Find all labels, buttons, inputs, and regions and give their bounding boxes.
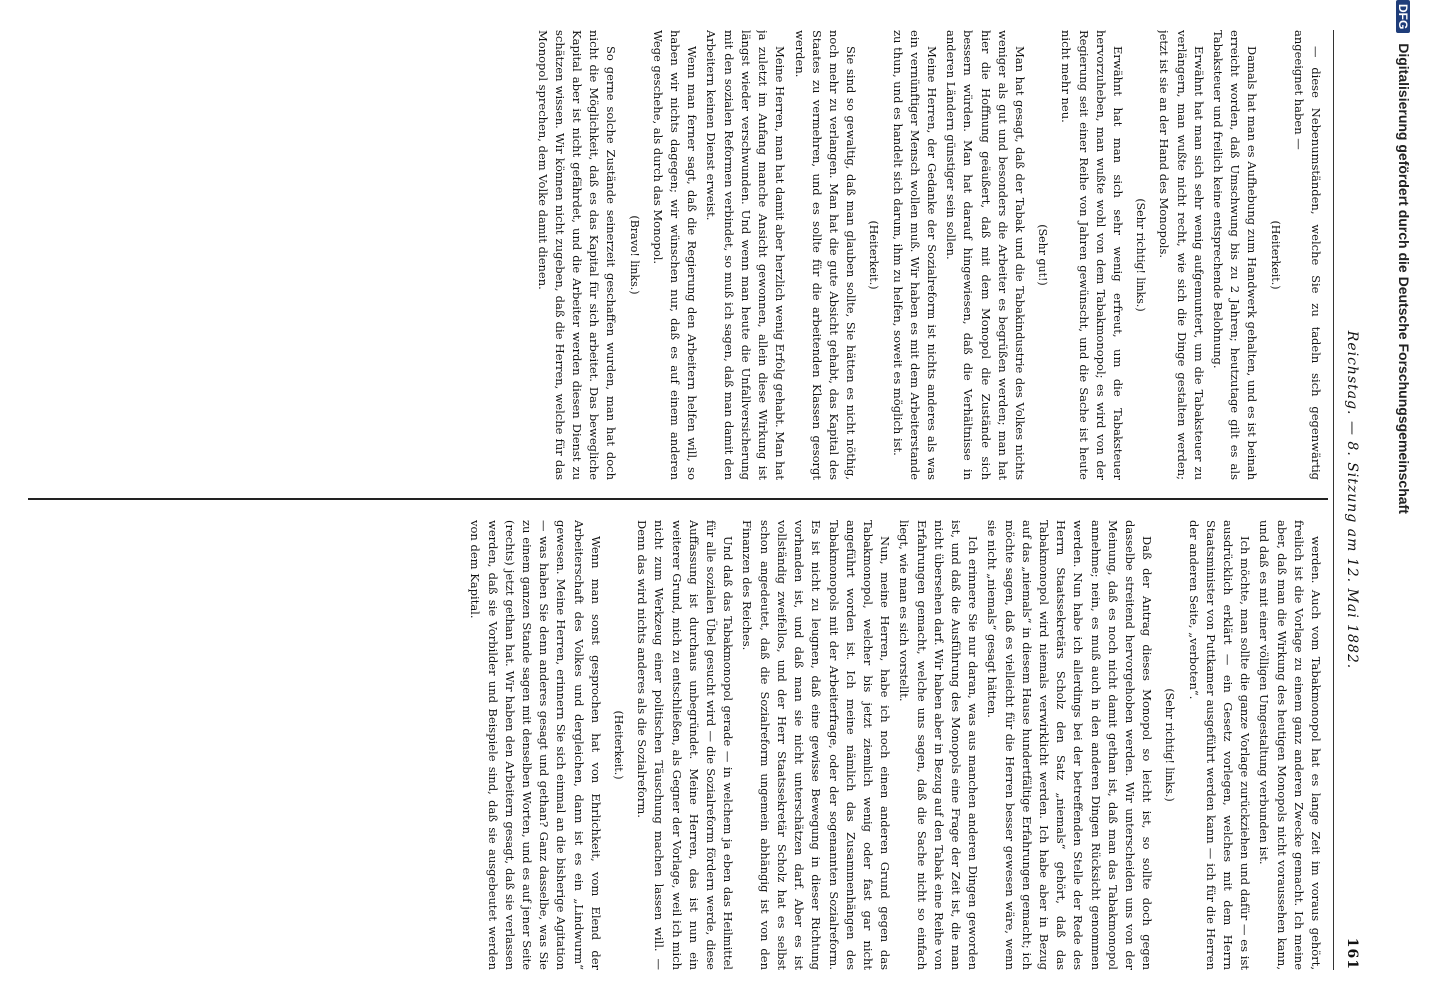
paragraph: Erwähnt hat man sich sehr wenig aufgemuntert, um die Tabaksteuer zu verlängern, man wußte nicht recht, wie sich die Dinge gestalten werden; jetzt ist sie an der Hand des Monopols. <box>1157 30 1206 480</box>
running-title: Reichstag. — 8. Sitzung am 12. Mai 1882. <box>1344 330 1360 670</box>
digitization-credit <box>1388 0 1412 1000</box>
paragraph: — diese Nebenumständen, welche Sie zu tadeln sich gegenwärtig angeeignet haben — <box>1291 30 1323 480</box>
header-rule <box>1333 30 1334 970</box>
interjection: (Sehr gut!) <box>1036 224 1050 286</box>
paragraph: So gerne solche Zustände seinerzeit geschaffen wurden, man hat doch nicht die Möglichkeit, daß es das Kapital für sich arbeitet. Das bewegliche Kapital aber ist nicht gefährdet, und die Arbeiter werden diesen Dienst zu schätzen wissen. Wir können nicht zugeben, daß die Herren, welche für das Monopol sprechen, dem Volke damit dienen. <box>535 30 619 480</box>
interjection: (Heiterkeit.) <box>867 220 881 290</box>
paragraph: Man hat gesagt, daß der Tabak und die Tabakindustrie des Volkes nichts weniger als gut und besonders die Arbeiter es begrüßen werden; man hat hier die Hoffnung geäußert, daß mit dem Monopol die Zustände sich bessern würden. Man hat darauf hingewiesen, daß die Verhältnisse in anderen Ländern günstiger sein sollen. <box>944 30 1027 480</box>
paragraph: Meine Herren, der Gedanke der Sozialreform ist nichts anderes als was ein vernünftiger Mensch wollen muß. Wir haben es mit dem Arbeiterstande zu thun, und es handelt sich darum, ihm zu helfen, soweit es möglich ist. <box>890 30 939 480</box>
interjection: (Heiterkeit.) <box>1268 220 1282 290</box>
interjection: (Sehr richtig! links.) <box>1163 688 1177 802</box>
paragraph: Und daß das Tabakmonopol gerade — in welchem ja eben das Heilmittel für alle sozialen Übel gesucht wird — die Sozialreform fördern werde, diese Auffassung ist durchaus unbegründet. Meine Herren, das ist nun ein weiterer Grund, mich zu entschließen, als Gegner der Vorlage, weil ich mich nicht zum Werkzeug einer politischen Täuschung machen lassen will. — Denn das wird nichts anderes als die Sozialreform. <box>635 520 736 970</box>
interjection: (Bravo! links.) <box>627 215 641 295</box>
interjection: (Sehr richtig! links.) <box>1134 198 1148 312</box>
paragraph: Daß der Antrag dieses Monopol so leicht ist, so sollte doch gegen dasselbe streitend hervorgehoben werden. Wir unterscheiden uns von der Meinung, daß es noch nicht damit gethan ist, daß man das Tabakmonopol annehme; nein, es muß auch in den anderen Dingen Rücksicht genommen werden. Nun habe ich allerdings bei der betreffenden Stelle der Rede des Herrn Staatssekretärs Scholz den Satz „niemals“ gehört, daß das Tabakmonopol wird niemals verwirklicht werden. Ich habe aber in Bezug auf das „niemals“ in diesem Hause hundertfältige Erfahrungen gemacht; ich möchte sagen, daß es vielleicht für die Herren besser gewesen wäre, wenn sie nicht „niemals“ gesagt hätten. <box>985 520 1155 970</box>
page-header <box>1338 30 1360 970</box>
credit-text: Digitalisierung gefördert durch die Deutsche Forschungsgemeinschaft <box>1396 43 1412 514</box>
paragraph: Ich möchte, man sollte die ganze Vorlage zurückziehen und dafür — es ist ausdrücklich erklärt — ein Gesetz vorlegen, welches mit dem Herrn Staatsminister von Puttkamer ausgeführt werden kann — ich für die Herren der anderen Seite, „verboten“. <box>1186 520 1253 970</box>
left-column <box>24 30 1324 480</box>
right-column <box>24 520 1324 970</box>
column-rule <box>28 498 1328 500</box>
paragraph: werden. Auch vom Tabakmonopol hat es lange Zeit im voraus gehört, freilich ist die Vorlage zu einem ganz anderen Zwecke gemacht. Ich meine aber, daß man die Wirkung des heutigen Monopols nicht voraussehen kann, und daß es mit einer völligen Umgestaltung verbunden ist. <box>1257 520 1323 970</box>
paragraph: Ich erinnere Sie nur daran, was aus manchen anderen Dingen geworden ist, und daß die Ausführung des Monopols eine Frage der Zeit ist, die man nicht übersehen darf. Wir haben aber in Bezug auf den Tabak eine Reihe von Erfahrungen gemacht, welche uns sagen, daß die Sache nicht so einfach liegt, wie man es sich vorstellt. <box>897 520 981 970</box>
paragraph: Sie sind so gewaltig, daß man glauben sollte, Sie hätten es nicht nöthig, noch mehr zu verlangen. Man hat die gute Absicht gehabt, das Kapital des Staates zu vermehren, und es sollte für die arbeitenden Klassen gesorgt werden. <box>792 30 859 480</box>
paragraph: Damals hat man es Aufhebung zum Handwerk gehalten, und es ist beinah erreicht worden, daß Umschwung bis zu 2 Jahren; heutzutage gilt es als Tabaksteuer und freilich keine entsprechende Belohnung. <box>1210 30 1260 480</box>
paragraph: Wenn man ferner sagt, daß die Regierung den Arbeitern helfen will, so haben wir nichts dagegen; wir wünschen nur, daß es auf einem anderen Wege geschehe, als durch das Monopol. <box>650 30 700 480</box>
page-number: 161 <box>1344 937 1360 970</box>
paragraph: Wenn man sonst gesprochen hat von Ehrlichkeit, vom Elend der Arbeiterschaft des Volkes und dergleichen, dann ist es ein „Lindwurm“ gewesen. Meine Herren, erinnern Sie sich einmal an die bisherige Agitation — was haben Sie denn anderes gesagt und gethan? Ganz dasselbe, was Sie zu einem ganzen Stande sagen mit denselben Worten, und es auf jener Seite (rechts) jetzt gethan hat. Wir haben den Arbeitern gesagt, daß sie verlassen werden, daß sie Vorbilder und Beispiele sind, daß sie ausgebeutet werden von dem Kapital. <box>468 520 603 970</box>
paragraph: Meine Herren, man hat damit aber herzlich wenig Erfolg gehabt. Man hat ja zuletzt im Anfang manche Ansicht gewonnen, allein diese Wirkung ist längst wieder verschwunden. Und wenn man heute die Unfallversicherung mit den sozialen Reformen verbindet, so muß ich sagen, daß man damit den Arbeitern keinen Dienst erweist. <box>704 30 788 480</box>
paragraph: Nun, meine Herren, habe ich noch einen anderen Grund gegen das Tabakmonopol, welcher bis jetzt ziemlich wenig oder fast gar nicht angeführt worden ist. Ich meine nämlich das Zusammenhängen des Tabakmonopols mit der Arbeiterfrage, oder der sogenannten Sozialreform. Es ist nicht zu leugnen, daß eine gewisse Bewegung in dieser Richtung vorhanden ist, und daß man sie nicht unterschätzen darf. Aber es ist vollständig zweifellos, und der Herr Staatssekretär Scholz hat es selbst schon angedeutet, daß die Sozialreform ungemein abhängig ist von den Finanzen des Reiches. <box>740 520 893 970</box>
interjection: (Heiterkeit.) <box>612 710 626 780</box>
paragraph: Erwähnt hat man sich sehr wenig erfreut, um die Tabaksteuer hervorzuheben, man wußte wohl von dem Tabakmonopol; es wird von der Regierung seit einer Reihe von Jahren gewünscht, und die Sache ist heute nicht mehr neu. <box>1059 30 1125 480</box>
dfg-logo: DFG <box>1396 0 1410 33</box>
